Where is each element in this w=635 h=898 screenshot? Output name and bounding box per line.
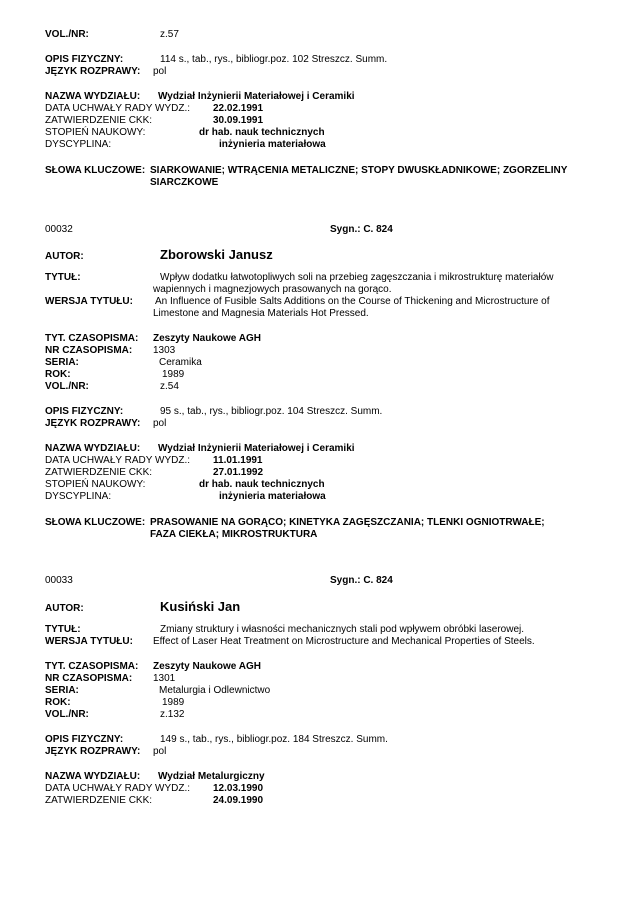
rok-value: 1989 [162,697,185,708]
wersja-line2: Limestone and Magnesia Materials Hot Pressed. [153,308,369,319]
nr-label: NR CZASOPISMA: [45,673,133,684]
slowa-value-line1: PRASOWANIE NA GORĄCO; KINETYKA ZAGĘSZCZANIA; TLENKI OGNIOTRWAŁE; [150,517,545,528]
data-label: DATA UCHWAŁY RADY WYDZ.: [45,783,191,794]
zatw-label: ZATWIERDZENIE CKK: [45,467,153,478]
wersja-label: WERSJA TYTUŁU: [45,296,133,307]
autor-label: AUTOR: [45,251,84,262]
jezyk-value: pol [153,746,167,757]
opis-value: 95 s., tab., rys., bibliogr.poz. 104 Streszcz. Summ. [160,406,383,417]
sygnatura: Sygn.: C. 824 [330,224,393,235]
dyscyplina-value: inżynieria materiałowa [219,139,326,150]
jezyk-value: pol [153,66,167,77]
zatw-label: ZATWIERDZENIE CKK: [45,795,153,806]
sygnatura: Sygn.: C. 824 [330,575,393,586]
opis-label: OPIS FIZYCZNY: [45,734,124,745]
wydzial-label: NAZWA WYDZIAŁU: [45,443,141,454]
vol-value: z.54 [160,381,179,392]
wydzial-value: Wydział Inżynierii Materiałowej i Ceramiki [158,443,355,454]
stopien-label: STOPIEŃ NAUKOWY: [45,479,146,490]
slowa-value-line2: FAZA CIEKŁA; MIKROSTRUKTURA [150,529,318,540]
nr-label: NR CZASOPISMA: [45,345,133,356]
data-value: 22.02.1991 [213,103,264,114]
seria-value: Metalurgia i Odlewnictwo [159,685,271,696]
slowa-label: SŁOWA KLUCZOWE: [45,165,146,176]
dyscyplina-label: DYSCYPLINA: [45,491,112,502]
tytul-line1: Wpływ dodatku łatwotopliwych soli na przebieg zagęszczania i mikrostrukturę materiałów [160,272,554,283]
opis-label: OPIS FIZYCZNY: [45,54,124,65]
rok-value: 1989 [162,369,185,380]
tytul-line2: wapiennych i magnezjowych prasowanych na gorąco. [153,284,392,295]
opis-value: 149 s., tab., rys., bibliogr.poz. 184 Streszcz. Summ. [160,734,388,745]
stopien-value: dr hab. nauk technicznych [199,127,325,138]
autor-label: AUTOR: [45,603,84,614]
data-label: DATA UCHWAŁY RADY WYDZ.: [45,455,191,466]
dyscyplina-value: inżynieria materiałowa [219,491,326,502]
zatw-value: 30.09.1991 [213,115,264,126]
wydzial-value: Wydział Inżynierii Materiałowej i Ceramiki [158,91,355,102]
czasopismo-label: TYT. CZASOPISMA: [45,661,139,672]
data-value: 11.01.1991 [213,455,263,466]
nr-value: 1301 [153,673,176,684]
seria-label: SERIA: [45,685,79,696]
wersja-value: Effect of Laser Heat Treatment on Microstructure and Mechanical Properties of Steels. [153,636,535,647]
autor-value: Zborowski Janusz [160,247,273,262]
wydzial-label: NAZWA WYDZIAŁU: [45,91,141,102]
stopien-label: STOPIEŃ NAUKOWY: [45,127,146,138]
data-value: 12.03.1990 [213,783,264,794]
record-id: 00032 [45,224,73,235]
czasopismo-label: TYT. CZASOPISMA: [45,333,139,344]
wydzial-value: Wydział Metalurgiczny [158,771,265,782]
jezyk-label: JĘZYK ROZPRAWY: [45,66,141,77]
zatw-label: ZATWIERDZENIE CKK: [45,115,153,126]
wersja-line1: An Influence of Fusible Salts Additions on the Course of Thickening and Microstructure of [155,296,550,307]
jezyk-label: JĘZYK ROZPRAWY: [45,418,141,429]
slowa-value-line2: SIARCZKOWE [150,177,219,188]
rok-label: ROK: [45,697,71,708]
zatw-value: 24.09.1990 [213,795,264,806]
vol-label: VOL./NR: [45,709,89,720]
opis-label: OPIS FIZYCZNY: [45,406,124,417]
nr-value: 1303 [153,345,176,356]
opis-value: 114 s., tab., rys., bibliogr.poz. 102 Streszcz. Summ. [160,54,388,65]
record-id: 00033 [45,575,73,586]
tytul-label: TYTUŁ: [45,272,81,283]
vol-value: z.57 [160,29,179,40]
data-label: DATA UCHWAŁY RADY WYDZ.: [45,103,191,114]
dyscyplina-label: DYSCYPLINA: [45,139,112,150]
slowa-value-line1: SIARKOWANIE; WTRĄCENIA METALICZNE; STOPY DWUSKŁADNIKOWE; ZGORZELINY [150,165,568,176]
stopien-value: dr hab. nauk technicznych [199,479,325,490]
zatw-value: 27.01.1992 [213,467,264,478]
seria-label: SERIA: [45,357,79,368]
vol-label: VOL./NR: [45,29,89,40]
vol-label: VOL./NR: [45,381,89,392]
wersja-label: WERSJA TYTUŁU: [45,636,133,647]
jezyk-label: JĘZYK ROZPRAWY: [45,746,141,757]
vol-value: z.132 [160,709,185,720]
wydzial-label: NAZWA WYDZIAŁU: [45,771,141,782]
jezyk-value: pol [153,418,167,429]
tytul-value: Zmiany struktury i własności mechanicznych stali pod wpływem obróbki laserowej. [160,624,525,635]
slowa-label: SŁOWA KLUCZOWE: [45,517,146,528]
seria-value: Ceramika [159,357,202,368]
czasopismo-value: Zeszyty Naukowe AGH [153,333,261,344]
autor-value: Kusiński Jan [160,599,241,614]
tytul-label: TYTUŁ: [45,624,81,635]
czasopismo-value: Zeszyty Naukowe AGH [153,661,261,672]
rok-label: ROK: [45,369,71,380]
